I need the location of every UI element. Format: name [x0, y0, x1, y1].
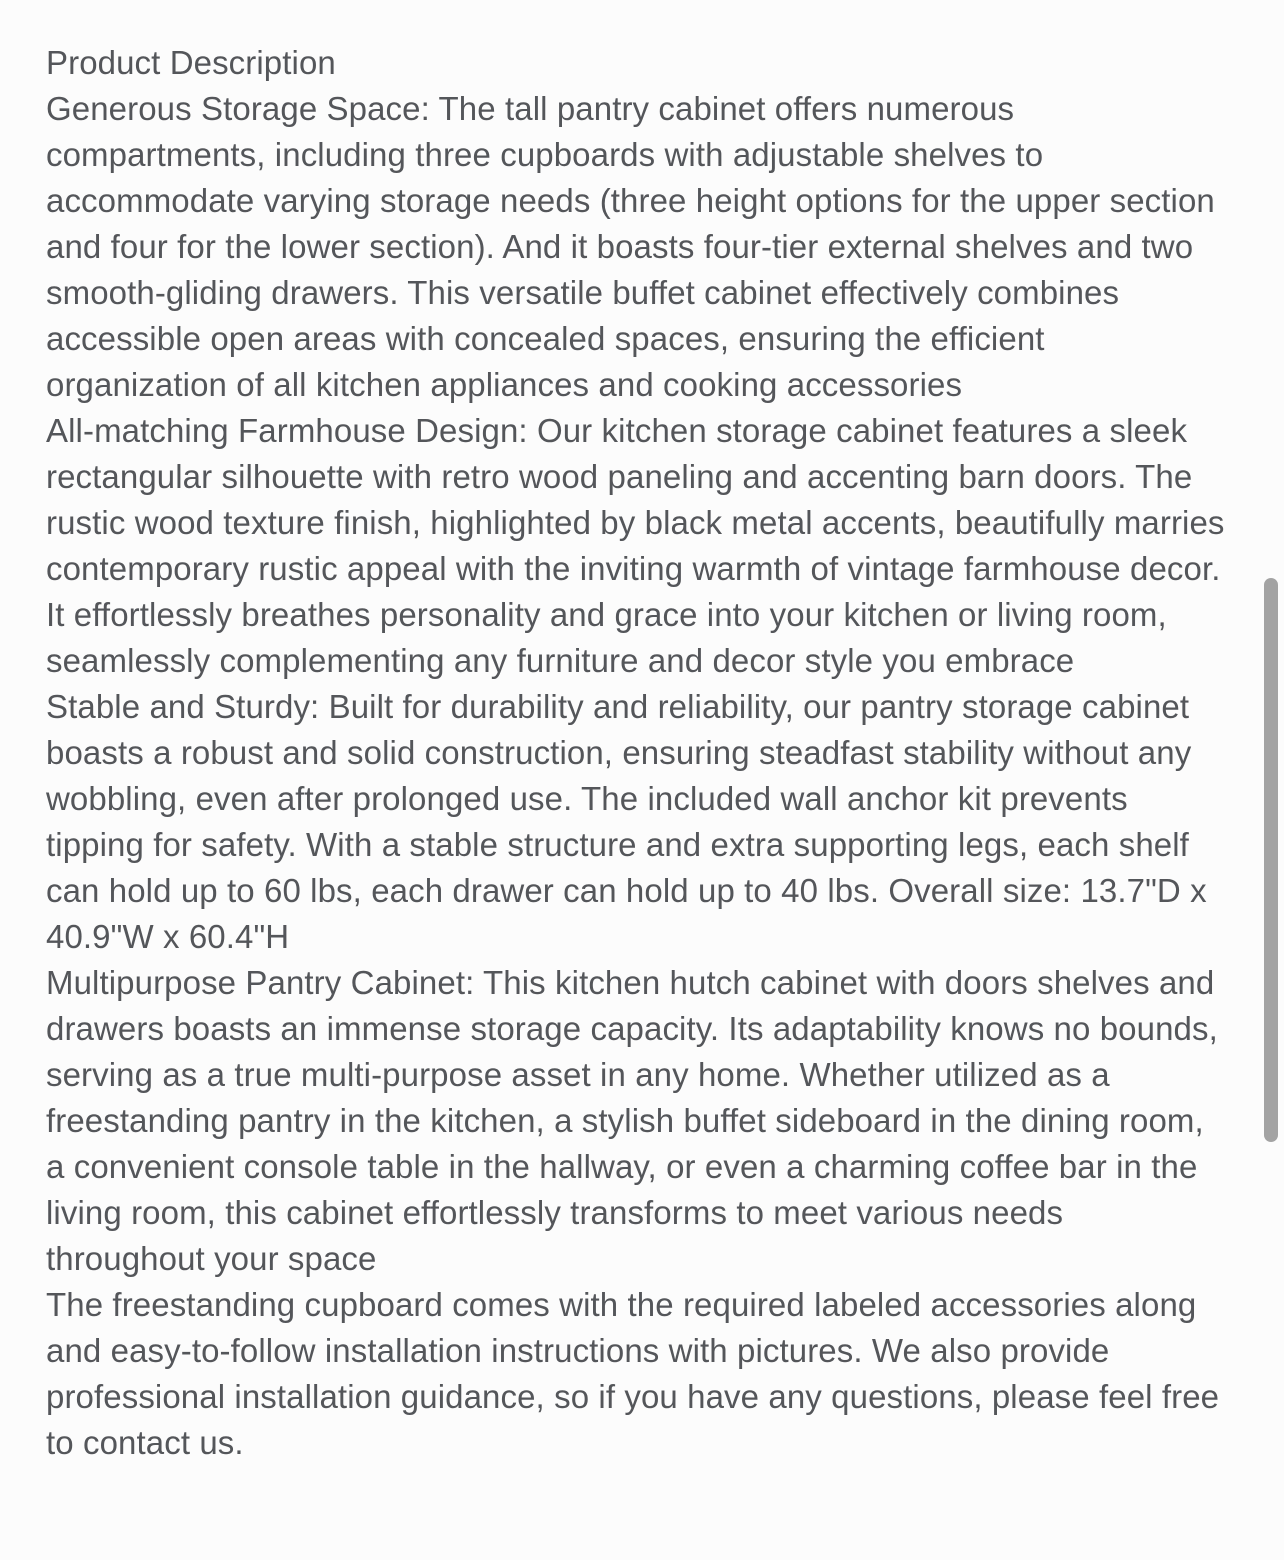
paragraph-generous-storage-space: Generous Storage Space: The tall pantry cabinet offers numerous compartments, including three cupboards with adjustable shelves to accommodate varying storage needs (three height options for the upper section and four for the lower section). And it boasts four-tier external shelves and two smooth-gliding drawers. This versatile buffet cabinet effectively combines accessible open areas with concealed spaces, ensuring the efficient organization of all kitchen appliances and cooking accessories	[46, 90, 1215, 403]
scrollbar[interactable]	[1264, 0, 1284, 1560]
paragraph-installation-info: The freestanding cupboard comes with the required labeled accessories along and easy-to-follow installation instructions with pictures. We also provide professional installation guidance, so if you have any questions, please feel free to contact us.	[46, 1286, 1220, 1461]
product-description-title: Product Description	[46, 44, 336, 81]
paragraph-multipurpose-pantry-cabinet: Multipurpose Pantry Cabinet: This kitchen hutch cabinet with doors shelves and drawers boasts an immense storage capacity. Its adaptability knows no bounds, serving as a true multi-purpose asset in any home. Whether utilized as a freestanding pantry in the kitchen, a stylish buffet sideboard in the dining room, a convenient console table in the hallway, or even a charming coffee bar in the living room, this cabinet effortlessly transforms to meet various needs throughout your space	[46, 964, 1218, 1277]
paragraph-stable-and-sturdy: Stable and Sturdy: Built for durability and reliability, our pantry storage cabinet boasts a robust and solid construction, ensuring steadfast stability without any wobbling, even after prolonged use. The included wall anchor kit prevents tipping for safety. With a stable structure and extra supporting legs, each shelf can hold up to 60 lbs, each drawer can hold up to 40 lbs. Overall size: 13.7"D x 40.9"W x 60.4"H	[46, 688, 1207, 955]
paragraph-farmhouse-design: All-matching Farmhouse Design: Our kitchen storage cabinet features a sleek rectangular silhouette with retro wood paneling and accenting barn doors. The rustic wood texture finish, highlighted by black metal accents, beautifully marries contemporary rustic appeal with the inviting warmth of vintage farmhouse decor. It effortlessly breathes personality and grace into your kitchen or living room, seamlessly complementing any furniture and decor style you embrace	[46, 412, 1225, 679]
scrollbar-thumb[interactable]	[1264, 578, 1278, 1142]
